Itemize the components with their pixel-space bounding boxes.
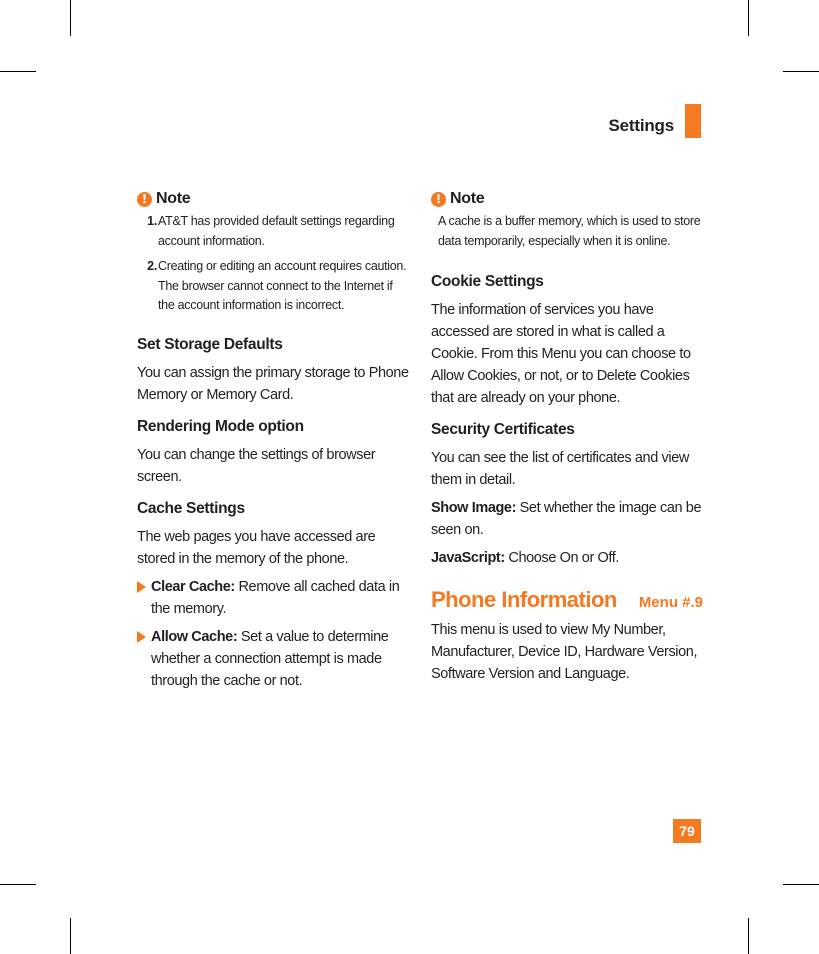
note-header [137, 190, 409, 208]
note-item-number: 2. [147, 259, 157, 273]
note-list [137, 212, 409, 316]
bullet-item [137, 626, 409, 692]
page-number: 79 [673, 819, 701, 843]
triangle-bullet-icon [137, 581, 146, 593]
crop-mark [748, 918, 749, 954]
bullet-label: Allow Cache: [151, 628, 238, 645]
bullet-item [137, 576, 409, 620]
note-item-text: Creating or editing an account requires caution. The browser cannot connect to the Internet if the account information is incorrect. [158, 259, 407, 312]
bullet-text [151, 576, 409, 620]
section-title: Phone Information [431, 587, 617, 612]
triangle-bullet-icon [137, 631, 146, 643]
note-text: A cache is a buffer memory, which is used to store data temporarily, especially when it is online. [438, 214, 701, 248]
section-heading: Set Storage Defaults [137, 335, 283, 353]
rendering-section [137, 418, 409, 488]
section-heading: Cache Settings [137, 499, 245, 517]
crop-mark [783, 71, 819, 72]
phone-information-section [431, 587, 703, 685]
cache-section [137, 500, 409, 692]
crop-mark [70, 0, 71, 36]
phone-information-header [431, 587, 703, 613]
note-block [137, 190, 409, 316]
section-body: The web pages you have accessed are stored in the memory of the phone. [137, 528, 376, 567]
note-title: Note [450, 190, 485, 207]
bullet-description: Set a value to determine whether a connection attempt is made through the cache or not. [151, 628, 389, 689]
crop-mark [748, 0, 749, 36]
crop-mark [70, 918, 71, 954]
note-title: Note [156, 190, 191, 207]
note-item [137, 257, 409, 316]
section-heading: Security Certificates [431, 421, 575, 438]
section-body: You can change the settings of browser screen. [137, 446, 376, 485]
security-section [431, 421, 703, 569]
section-body: You can assign the primary storage to Phone Memory or Memory Card. [137, 364, 409, 403]
note-item [137, 212, 409, 251]
item-label: Show Image: [431, 500, 517, 516]
section-body: The information of services you have accessed are stored in what is called a Cookie. From this Menu you can choose to Allow Cookies, or not, or to Delete Cookies that are already on your phone. [431, 302, 691, 406]
section-tab-marker [685, 104, 701, 138]
crop-mark [0, 71, 36, 72]
item-label: JavaScript: [431, 550, 505, 566]
section-heading: Cookie Settings [431, 273, 544, 290]
note-item-text: AT&T has provided default settings regarding account information. [158, 214, 395, 248]
item-description: Choose On or Off. [504, 550, 620, 566]
bullet-description: Remove all cached data in the memory. [151, 578, 400, 617]
menu-number: Menu #.9 [638, 594, 703, 611]
warning-icon: ! [431, 192, 446, 207]
cookie-section [431, 273, 703, 409]
note-header [431, 190, 703, 208]
section-body: You can see the list of certificates and view them in detail. [431, 450, 689, 488]
item-description: Set whether the image can be seen on. [431, 500, 702, 538]
crop-mark [0, 884, 36, 885]
bullet-label: Clear Cache: [151, 578, 235, 595]
note-block [431, 190, 703, 251]
storage-section [137, 336, 409, 406]
page-section-title: Settings [608, 116, 674, 135]
left-column [137, 190, 409, 692]
warning-icon: ! [137, 192, 152, 207]
section-body: This menu is used to view My Number, Manufacturer, Device ID, Hardware Version, Software Version and Language. [431, 622, 698, 682]
section-heading: Rendering Mode option [137, 417, 304, 435]
note-item-number: 1. [147, 214, 157, 228]
show-image-item [431, 497, 703, 541]
bullet-text [151, 626, 409, 692]
javascript-item [431, 547, 703, 569]
crop-mark [783, 884, 819, 885]
right-column [431, 190, 703, 685]
